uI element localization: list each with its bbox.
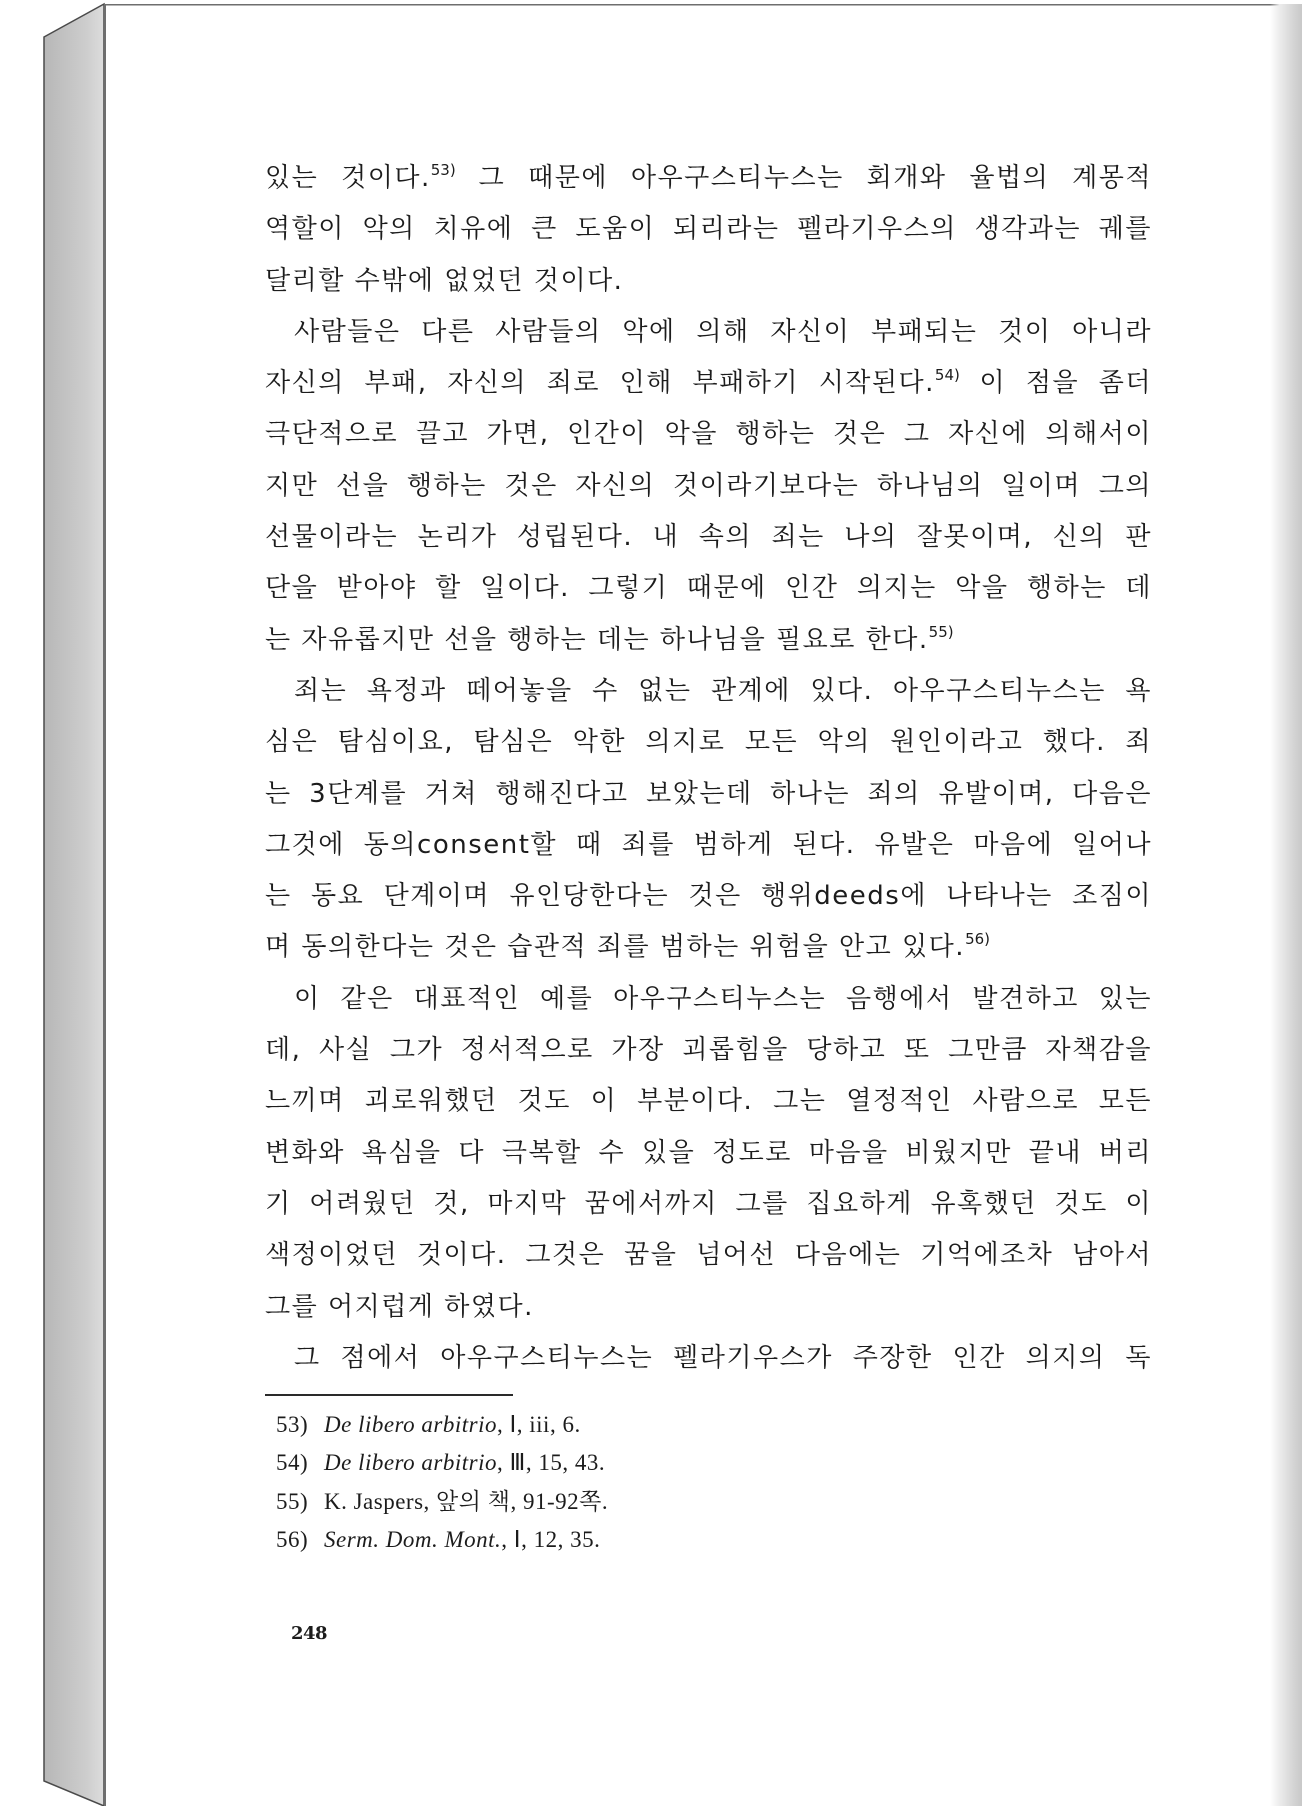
- footnote-marker: 53): [430, 161, 456, 179]
- paragraph: [265, 307, 1152, 666]
- body-line: 극단적으로 끌고 가면, 인간이 악을 행하는 것은 그 자신에 의해서이: [265, 419, 1152, 450]
- footnote: [276, 1521, 896, 1559]
- book-page: [104, 4, 1302, 1806]
- book-spine: [0, 0, 110, 1806]
- paragraph: [265, 974, 1152, 1333]
- line-text: 있는 것이다.: [265, 163, 431, 193]
- footnote-number: 53): [276, 1412, 309, 1437]
- footnote-title: De libero arbitrio: [324, 1450, 497, 1476]
- body-line: 변화와 욕심을 다 극복할 수 있을 정도로 마음을 비웠지만 끝내 버리: [265, 1137, 1152, 1168]
- page-number: 248: [291, 1623, 328, 1644]
- body-line: [265, 922, 1152, 973]
- body-line: 는 3단계를 거쳐 행해진다고 보았는데 하나는 죄의 유발이며, 다음은: [265, 778, 1152, 809]
- body-line: 심은 탐심이요, 탐심은 악한 의지로 모든 악의 원인이라고 했다. 죄: [265, 727, 1152, 758]
- spine-face: [44, 4, 104, 1806]
- body-line: 그것에 동의consent할 때 죄를 범하게 된다. 유발은 마음에 일어나: [265, 829, 1152, 860]
- body-line: 역할이 악의 치유에 큰 도움이 되리라는 펠라기우스의 생각과는 궤를: [265, 214, 1152, 245]
- body-line: 사람들은 다른 사람들의 악에 의해 자신이 부패되는 것이 아니라: [294, 316, 1152, 347]
- body-line: 기 어려웠던 것, 마지막 꿈에서까지 그를 집요하게 유혹했던 것도 이: [265, 1188, 1152, 1219]
- body-line: 느끼며 괴로워했던 것도 이 부분이다. 그는 열정적인 사람으로 모든: [265, 1086, 1152, 1117]
- line-text: 그 때문에 아우구스티누스는 회개와 율법의 계몽적: [455, 163, 1152, 193]
- line-text: 는 자유롭지만 선을 행하는 데는 하나님을 필요로 한다.: [265, 624, 929, 655]
- body-line: 죄는 욕정과 떼어놓을 수 없는 관계에 있다. 아우구스티누스는 욕: [294, 675, 1152, 706]
- footnote: [276, 1406, 896, 1444]
- paragraph: [265, 666, 1152, 974]
- footnote-number: 56): [276, 1526, 309, 1552]
- footnote-rule: [265, 1394, 513, 1396]
- body-line: 는 동요 단계이며 유인당한다는 것은 행위deeds에 나타나는 조짐이: [265, 881, 1152, 912]
- footnote-marker: 54): [934, 366, 960, 385]
- footnote-text: , Ⅲ, 15, 43.: [496, 1450, 606, 1476]
- line-text: 이 점을 좀더: [959, 368, 1152, 399]
- body-line: [265, 153, 1152, 204]
- body-line: [265, 358, 1152, 409]
- body-line: 그를 어지럽게 하였다.: [265, 1291, 534, 1322]
- footnote-marker: 55): [928, 622, 954, 641]
- footnotes: [276, 1406, 896, 1559]
- body-line: 이 같은 대표적인 예를 아우구스티누스는 음행에서 발견하고 있는: [294, 983, 1152, 1014]
- footnote-text: K. Jaspers, 앞의 책, 91-92쪽.: [324, 1488, 609, 1514]
- page-edge-shading: [1270, 4, 1302, 1806]
- paragraph: [265, 153, 1152, 307]
- body-line: 색정이었던 것이다. 그것은 꿈을 넘어선 다음에는 기억에조차 남아서: [265, 1240, 1152, 1271]
- body-line: 단을 받아야 할 일이다. 그렇기 때문에 인간 의지는 악을 행하는 데: [265, 573, 1152, 604]
- footnote-title: De libero arbitrio: [324, 1412, 497, 1437]
- footnote-text: , Ⅰ, iii, 6.: [496, 1412, 581, 1437]
- footnote-number: 55): [276, 1488, 309, 1514]
- line-text: 며 동의한다는 것은 습관적 죄를 범하는 위험을 안고 있다.: [265, 932, 966, 963]
- body-line: 달리할 수밖에 없었던 것이다.: [265, 265, 624, 296]
- body-line: 선물이라는 논리가 성립된다. 내 속의 죄는 나의 잘못이며, 신의 판: [265, 522, 1152, 553]
- footnote: [276, 1444, 896, 1482]
- body-text: [265, 153, 1152, 1384]
- paragraph: [265, 1333, 1152, 1384]
- body-line: [265, 615, 1152, 666]
- body-line: 데, 사실 그가 정서적으로 가장 괴롭힘을 당하고 또 그만큼 자책감을: [265, 1035, 1152, 1066]
- footnote-marker: 56): [965, 930, 991, 949]
- footnote-title: Serm. Dom. Mont.: [324, 1526, 502, 1552]
- footnote-number: 54): [276, 1450, 309, 1476]
- footnote: [276, 1483, 896, 1521]
- body-line: 그 점에서 아우구스티누스는 펠라기우스가 주장한 인간 의지의 독: [294, 1342, 1152, 1373]
- body-line: 지만 선을 행하는 것은 자신의 것이라기보다는 하나님의 일이며 그의: [265, 470, 1152, 501]
- footnote-text: , Ⅰ, 12, 35.: [501, 1526, 601, 1552]
- line-text: 자신의 부패, 자신의 죄로 인해 부패하기 시작된다.: [265, 368, 935, 399]
